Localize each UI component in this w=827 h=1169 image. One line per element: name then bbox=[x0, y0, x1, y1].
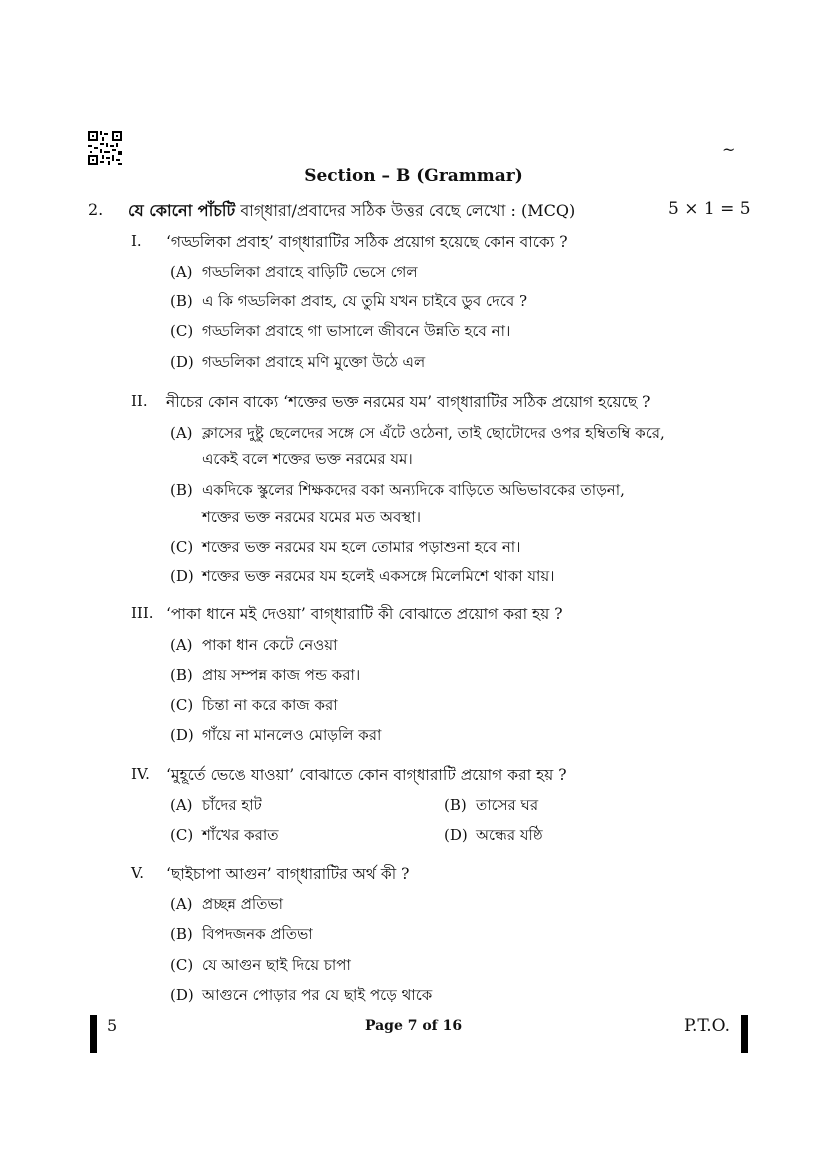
option-text-continued: শক্তের ভক্ত নরমের যমের মত অবস্থা। bbox=[202, 508, 421, 526]
option-text: পাকা ধান কেটে নেওয়া bbox=[202, 636, 338, 654]
option bbox=[170, 824, 278, 849]
option-label: (C) bbox=[170, 538, 194, 556]
option-label: (D) bbox=[170, 726, 194, 744]
sub-stem: নীচের কোন বাক্যে ‘শক্তের ভক্ত নরমের যম’ বাগ্‌ধারাটির সঠিক প্রয়োগ হয়েছে ? bbox=[166, 393, 651, 411]
option bbox=[170, 351, 425, 376]
option bbox=[444, 794, 538, 819]
option-text: বিপদজনক প্রতিভা bbox=[202, 925, 313, 943]
option bbox=[170, 694, 338, 719]
option bbox=[170, 536, 520, 561]
option-text-continued: একেই বলে শক্তের ভক্ত নরমের যম। bbox=[202, 450, 413, 468]
instruction-rest: বাগ্‌ধারা/প্রবাদের সঠিক উত্তর বেছে লেখো : (MCQ) bbox=[235, 201, 576, 220]
option-label: (B) bbox=[170, 666, 193, 684]
option-text: শক্তের ভক্ত নরমের যম হলে তোমার পড়াশুনা হবে না। bbox=[202, 538, 521, 556]
qr-code bbox=[88, 131, 122, 165]
option-text: গড্ডলিকা প্রবাহে বাড়িটি ভেসে গেল bbox=[202, 263, 418, 281]
sub-stem: ‘গড্ডলিকা প্রবাহ’ বাগ্‌ধারাটির সঠিক প্রয়োগ হয়েছে কোন বাক্যে ? bbox=[166, 233, 568, 251]
corner-mark: ~ bbox=[722, 140, 736, 159]
option bbox=[170, 479, 625, 504]
option-text: চাঁদের হাট bbox=[202, 796, 262, 814]
option bbox=[170, 893, 283, 918]
option-label: (C) bbox=[170, 956, 194, 974]
sub-roman: V. bbox=[131, 864, 144, 882]
option-label: (D) bbox=[170, 353, 194, 371]
pto-label: P.T.O. bbox=[684, 1016, 730, 1036]
option-text: শক্তের ভক্ত নরমের যম হলেই একসঙ্গে মিলেমিশে থাকা যায়। bbox=[202, 567, 555, 585]
option-text: অন্ধের যষ্ঠি bbox=[476, 826, 543, 844]
option bbox=[170, 422, 665, 447]
option-label: (A) bbox=[170, 796, 193, 814]
section-title: Section – B (Grammar) bbox=[304, 166, 523, 186]
option bbox=[444, 824, 543, 849]
option-label: (B) bbox=[170, 481, 193, 499]
option-text: গড্ডলিকা প্রবাহে মণি মুক্তো উঠে এল bbox=[202, 353, 426, 371]
option-text: যে আগুন ছাই দিয়ে চাপা bbox=[202, 956, 351, 974]
option-text: গাঁয়ে না মানলেও মোড়লি করা bbox=[202, 726, 382, 744]
option bbox=[170, 923, 313, 948]
option-text: প্রচ্ছন্ন প্রতিভা bbox=[202, 895, 283, 913]
option bbox=[170, 984, 432, 1009]
option-text: আগুনে পোড়ার পর যে ছাই পড়ে থাকে bbox=[202, 986, 433, 1004]
page-number: Page 7 of 16 bbox=[364, 1018, 463, 1034]
option-text: এ কি গড্ডলিকা প্রবাহ, যে তুমি যখন চাইবে ডুব দেবে ? bbox=[202, 292, 528, 310]
sub-stem: ‘ছাইচাপা আগুন’ বাগ্‌ধারাটির অর্থ কী ? bbox=[166, 865, 410, 883]
question-instruction bbox=[128, 198, 575, 225]
option bbox=[170, 724, 381, 749]
footer-bar-right bbox=[741, 1015, 748, 1053]
option bbox=[170, 261, 418, 286]
option-label: (D) bbox=[444, 826, 468, 844]
option bbox=[170, 634, 337, 659]
option-text: গড্ডলিকা প্রবাহে গা ভাসালে জীবনে উন্নতি হবে না। bbox=[202, 322, 511, 340]
option bbox=[170, 565, 555, 590]
sub-roman: I. bbox=[131, 232, 142, 250]
option-text: একদিকে স্কুলের শিক্ষকদের বকা অন্যদিকে বাড়িতে অভিভাবকের তাড়না, bbox=[202, 481, 625, 499]
option-label: (C) bbox=[170, 696, 194, 714]
option-label: (B) bbox=[444, 796, 467, 814]
instruction-bold: যে কোনো পাঁচটি bbox=[128, 201, 236, 220]
option-label: (D) bbox=[170, 986, 194, 1004]
option bbox=[170, 794, 262, 819]
sub-roman: II. bbox=[131, 392, 148, 410]
option-label: (B) bbox=[170, 292, 193, 310]
question-number: 2. bbox=[88, 200, 104, 219]
footer-number: 5 bbox=[107, 1016, 118, 1035]
option-text: ক্লাসের দুষ্টু ছেলেদের সঙ্গে সে এঁটে ওঠেনা, তাই ছোটোদের ওপর হম্বিতম্বি করে, bbox=[202, 424, 665, 442]
option-text: চিন্তা না করে কাজ করা bbox=[202, 696, 338, 714]
option-label: (D) bbox=[170, 567, 194, 585]
option-label: (A) bbox=[170, 895, 193, 913]
option-label: (C) bbox=[170, 322, 194, 340]
option-text: তাসের ঘর bbox=[476, 796, 539, 814]
sub-roman: III. bbox=[131, 604, 154, 622]
option-text: শাঁখের করাত bbox=[202, 826, 279, 844]
sub-stem: ‘পাকা ধানে মই দেওয়া’ বাগ্‌ধারাটি কী বোঝাতে প্রয়োগ করা হয় ? bbox=[166, 605, 563, 623]
option-label: (A) bbox=[170, 636, 193, 654]
option bbox=[170, 320, 510, 345]
option bbox=[170, 954, 351, 979]
sub-stem: ‘মুহূর্তে ভেঙে যাওয়া’ বোঝাতে কোন বাগ্‌ধারাটি প্রয়োগ করা হয় ? bbox=[166, 766, 567, 784]
sub-roman: IV. bbox=[131, 765, 150, 783]
question-marks: 5 × 1 = 5 bbox=[668, 199, 751, 219]
option-label: (B) bbox=[170, 925, 193, 943]
option-label: (A) bbox=[170, 263, 193, 281]
option-label: (A) bbox=[170, 424, 193, 442]
option-label: (C) bbox=[170, 826, 194, 844]
option-text: প্রায় সম্পন্ন কাজ পন্ড করা। bbox=[202, 666, 361, 684]
option bbox=[170, 290, 527, 315]
option bbox=[170, 664, 360, 689]
